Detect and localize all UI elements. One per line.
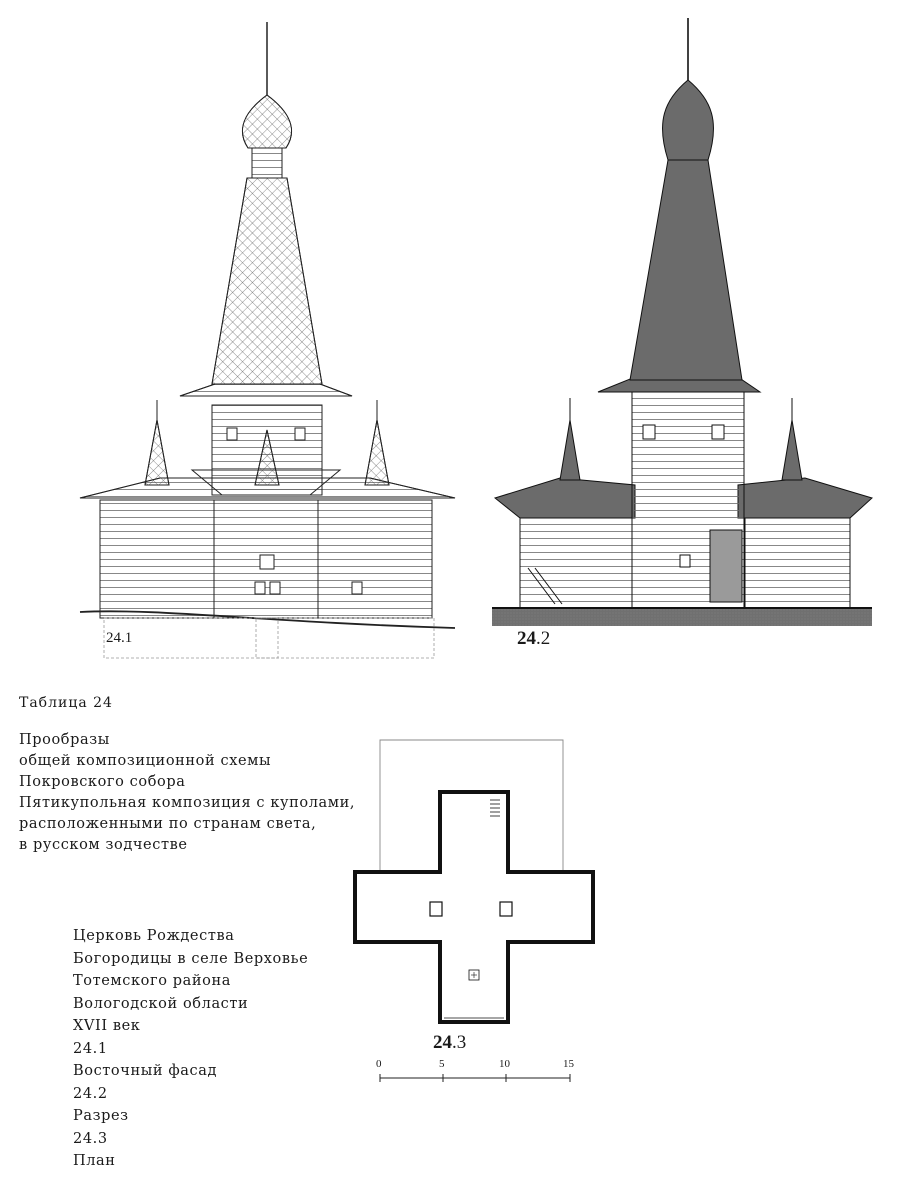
details-line: Богородицы в селе Верховье bbox=[73, 950, 309, 967]
details-line: XVII век bbox=[73, 1018, 141, 1034]
details-block bbox=[73, 925, 308, 1173]
section-drawing bbox=[492, 18, 872, 626]
heading-line: Прообразы bbox=[19, 732, 110, 748]
scale-tick-5: 5 bbox=[439, 1058, 445, 1070]
heading-line: в русском зодчестве bbox=[19, 837, 188, 853]
details-line: Церковь Рождества bbox=[73, 928, 235, 944]
scale-tick-0: 0 bbox=[376, 1058, 382, 1070]
details-line: Вологодской области bbox=[73, 995, 249, 1012]
heading-line: общей композиционной схемы bbox=[19, 753, 272, 769]
section-label-number: 24 bbox=[517, 628, 536, 649]
details-line: Восточный фасад bbox=[73, 1063, 218, 1079]
facade-figure-label: 24.1 bbox=[106, 630, 133, 646]
details-line: 24.1 bbox=[73, 1040, 108, 1057]
heading-line: Покровского собора bbox=[19, 774, 186, 790]
east-facade-drawing bbox=[80, 22, 455, 658]
section-label-suffix: .2 bbox=[536, 628, 551, 649]
heading-block bbox=[19, 730, 355, 856]
scale-tick-10: 10 bbox=[499, 1058, 510, 1070]
details-line: Разрез bbox=[73, 1108, 129, 1124]
plate-title: Таблица 24 bbox=[19, 695, 113, 711]
heading-line: Пятикупольная композиция с куполами, bbox=[19, 795, 356, 811]
section-figure-label bbox=[517, 628, 550, 650]
plan-label-number: 24 bbox=[433, 1032, 452, 1053]
heading-line: расположенными по странам света, bbox=[19, 816, 317, 832]
details-line: План bbox=[73, 1153, 116, 1169]
details-line: 24.2 bbox=[73, 1085, 108, 1102]
details-line: Тотемского района bbox=[73, 973, 231, 989]
plan-drawing bbox=[355, 740, 593, 1022]
details-line: 24.3 bbox=[73, 1130, 108, 1147]
scale-tick-15: 15 bbox=[563, 1058, 574, 1070]
plan-figure-label bbox=[433, 1032, 466, 1054]
plan-label-suffix: .3 bbox=[452, 1032, 467, 1053]
scale-bar bbox=[380, 1074, 570, 1082]
